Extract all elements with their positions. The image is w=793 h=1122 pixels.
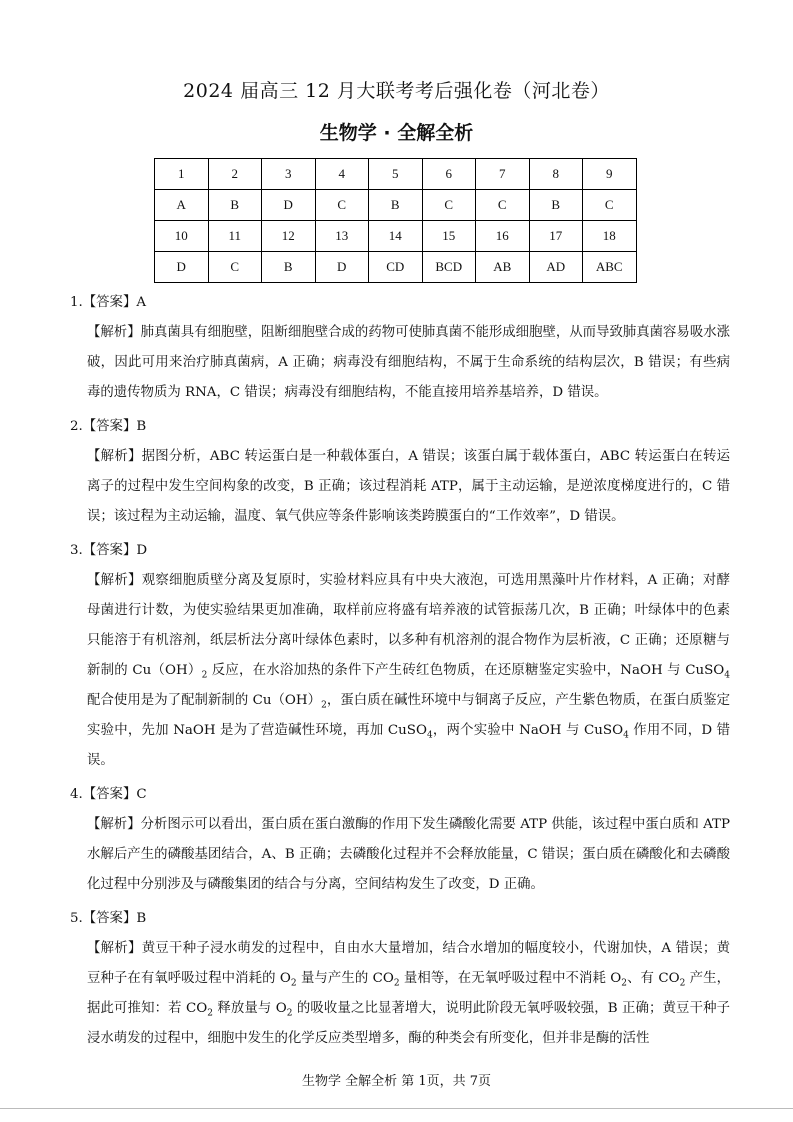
bottom-divider <box>0 1108 793 1109</box>
table-cell: 14 <box>369 221 423 252</box>
table-cell: 3 <box>262 159 316 190</box>
table-cell: 12 <box>262 221 316 252</box>
table-cell: 11 <box>208 221 262 252</box>
answer-line-5: 5.【答案】B <box>70 911 147 926</box>
table-cell: 5 <box>369 159 423 190</box>
explanation-5 <box>70 934 730 1054</box>
table-cell: A <box>155 190 209 221</box>
table-cell: CD <box>369 252 423 283</box>
table-cell: 10 <box>155 221 209 252</box>
table-cell: 7 <box>476 159 530 190</box>
table-cell: C <box>583 190 637 221</box>
answer-table <box>154 158 637 283</box>
page-title: 2024 届高三 12 月大联考考后强化卷（河北卷） <box>183 80 610 102</box>
subscript: 2 <box>207 1008 213 1019</box>
subscript: 4 <box>426 730 433 741</box>
subscript: 2 <box>621 978 628 989</box>
answer-line-4: 4.【答案】C <box>70 787 147 802</box>
table-cell: 13 <box>315 221 369 252</box>
table-cell: AD <box>529 252 583 283</box>
table-row <box>155 221 637 252</box>
table-row <box>155 159 637 190</box>
answer-line-1: 1.【答案】A <box>70 295 147 310</box>
table-cell: BCD <box>422 252 476 283</box>
table-cell: 17 <box>529 221 583 252</box>
explanation-2: 【解析】据图分析，ABC 转运蛋白是一种载体蛋白，A 错误；该蛋白属于载体蛋白，ABC 转运蛋白在转运离子的过程中发生空间构象的改变，B 正确；该过程消耗 ATP，属于主动运输，是逆浓度梯度进行的，C 错误；该过程为主动运输，温度、氧气供应等条件影响该类跨膜蛋白的“工作效率”，D 错误。 <box>87 449 730 524</box>
table-row <box>155 190 637 221</box>
table-cell: D <box>315 252 369 283</box>
text-segment: 量与产生的 CO <box>296 971 394 986</box>
page-footer: 生物学 全解全析 第 1页，共 7页 <box>301 1074 492 1089</box>
table-cell: B <box>262 252 316 283</box>
table-row <box>155 252 637 283</box>
table-cell: C <box>422 190 476 221</box>
explanations <box>70 288 730 1058</box>
table-cell: 4 <box>315 159 369 190</box>
table-cell: 15 <box>422 221 476 252</box>
table-cell: D <box>155 252 209 283</box>
table-cell: D <box>262 190 316 221</box>
text-segment: 作用不同，D 错误。 <box>87 723 730 768</box>
page-subtitle: 生物学 · 全解全析 <box>319 122 474 144</box>
subscript: 2 <box>679 978 686 989</box>
explanation-3 <box>70 566 730 776</box>
table-cell: C <box>315 190 369 221</box>
table-cell: 8 <box>529 159 583 190</box>
explanation-1: 【解析】肺真菌具有细胞壁，阻断细胞壁合成的药物可使肺真菌不能形成细胞壁，从而导致肺真菌容易吸水涨破，因此可用来治疗肺真菌病，A 正确；病毒没有细胞结构，不属于生命系统的结构层次，B 错误；有些病毒的遗传物质为 RNA，C 错误；病毒没有细胞结构，不能直接用培养基培养，D 错误。 <box>87 325 730 400</box>
text-segment: 【解析】观察细胞质壁分离及复原时，实验材料应具有中央大液泡，可选用黑藻叶片作材料，A 正确；对酵母菌进行计数，为使实验结果更加准确，取样前应将盛有培养液的试管振荡几次，B 正确；叶绿体中的色素只能溶于有机溶剂，纸层析法分离叶绿体色素时，以多种有机溶剂的混合物作为层析液，C 正确；还原糖与新制的 Cu（OH） <box>87 573 730 678</box>
text-segment: ，两个实验中 NaOH 与 CuSO <box>432 723 624 738</box>
answer-line-3: 3.【答案】D <box>70 543 148 558</box>
subscript: 2 <box>286 1008 293 1019</box>
subscript: 2 <box>393 978 400 989</box>
text-segment: 的吸收量之比显著增大，说明此阶段无氧呼吸较强，B 正确；黄豆干种子浸水萌发的过程中，细胞中发生的化学反应类型增多，酶的种类会有所变化，但并非是酶的活性 <box>87 1001 730 1046</box>
table-cell: C <box>476 190 530 221</box>
text-segment: 【解析】黄豆干种子浸水萌发的过程中，自由水大量增加，结合水增加的幅度较小，代谢加快，A 错误；黄豆种子在有氧呼吸过程中消耗的 O <box>87 941 730 986</box>
text-segment: ，蛋白质在碱性环境中与铜离子反应，产生紫色物质，在蛋白质鉴定实验中，先加 NaOH 是为了营造碱性环境，再加 CuSO <box>87 693 731 738</box>
answer-line-2: 2.【答案】B <box>70 419 147 434</box>
table-cell: 16 <box>476 221 530 252</box>
table-cell: 9 <box>583 159 637 190</box>
table-cell: B <box>369 190 423 221</box>
table-cell: B <box>208 190 262 221</box>
text-segment: 释放量与 O <box>212 1001 287 1016</box>
text-segment: 反应，在水浴加热的条件下产生砖红色物质，在还原糖鉴定实验中，NaOH 与 CuSO <box>207 663 725 678</box>
subscript: 2 <box>201 670 208 681</box>
table-cell: 2 <box>208 159 262 190</box>
text-segment: 、有 CO <box>627 971 680 986</box>
table-cell: ABC <box>583 252 637 283</box>
subscript: 4 <box>724 670 730 681</box>
table-cell: B <box>529 190 583 221</box>
subscript: 2 <box>290 978 297 989</box>
text-segment: 产生，据此可推知：若 CO <box>87 971 730 1016</box>
text-segment: 量相等，在无氧呼吸过程中不消耗 O <box>399 971 622 986</box>
table-cell: 1 <box>155 159 209 190</box>
table-cell: 6 <box>422 159 476 190</box>
table-cell: 18 <box>583 221 637 252</box>
subscript: 4 <box>623 730 629 741</box>
subscript: 2 <box>321 700 327 711</box>
text-segment: 配合使用是为了配制新制的 Cu（OH） <box>87 693 322 708</box>
table-cell: C <box>208 252 262 283</box>
table-cell: AB <box>476 252 530 283</box>
explanation-4: 【解析】分析图示可以看出，蛋白质在蛋白激酶的作用下发生磷酸化需要 ATP 供能，该过程中蛋白质和 ATP 水解后产生的磷酸基团结合，A、B 正确；去磷酸化过程并不会释放能量，C 错误；蛋白质在磷酸化和去磷酸化过程中分别涉及与磷酸集团的结合与分离，空间结构发生了改变，D 正确。 <box>87 817 730 892</box>
